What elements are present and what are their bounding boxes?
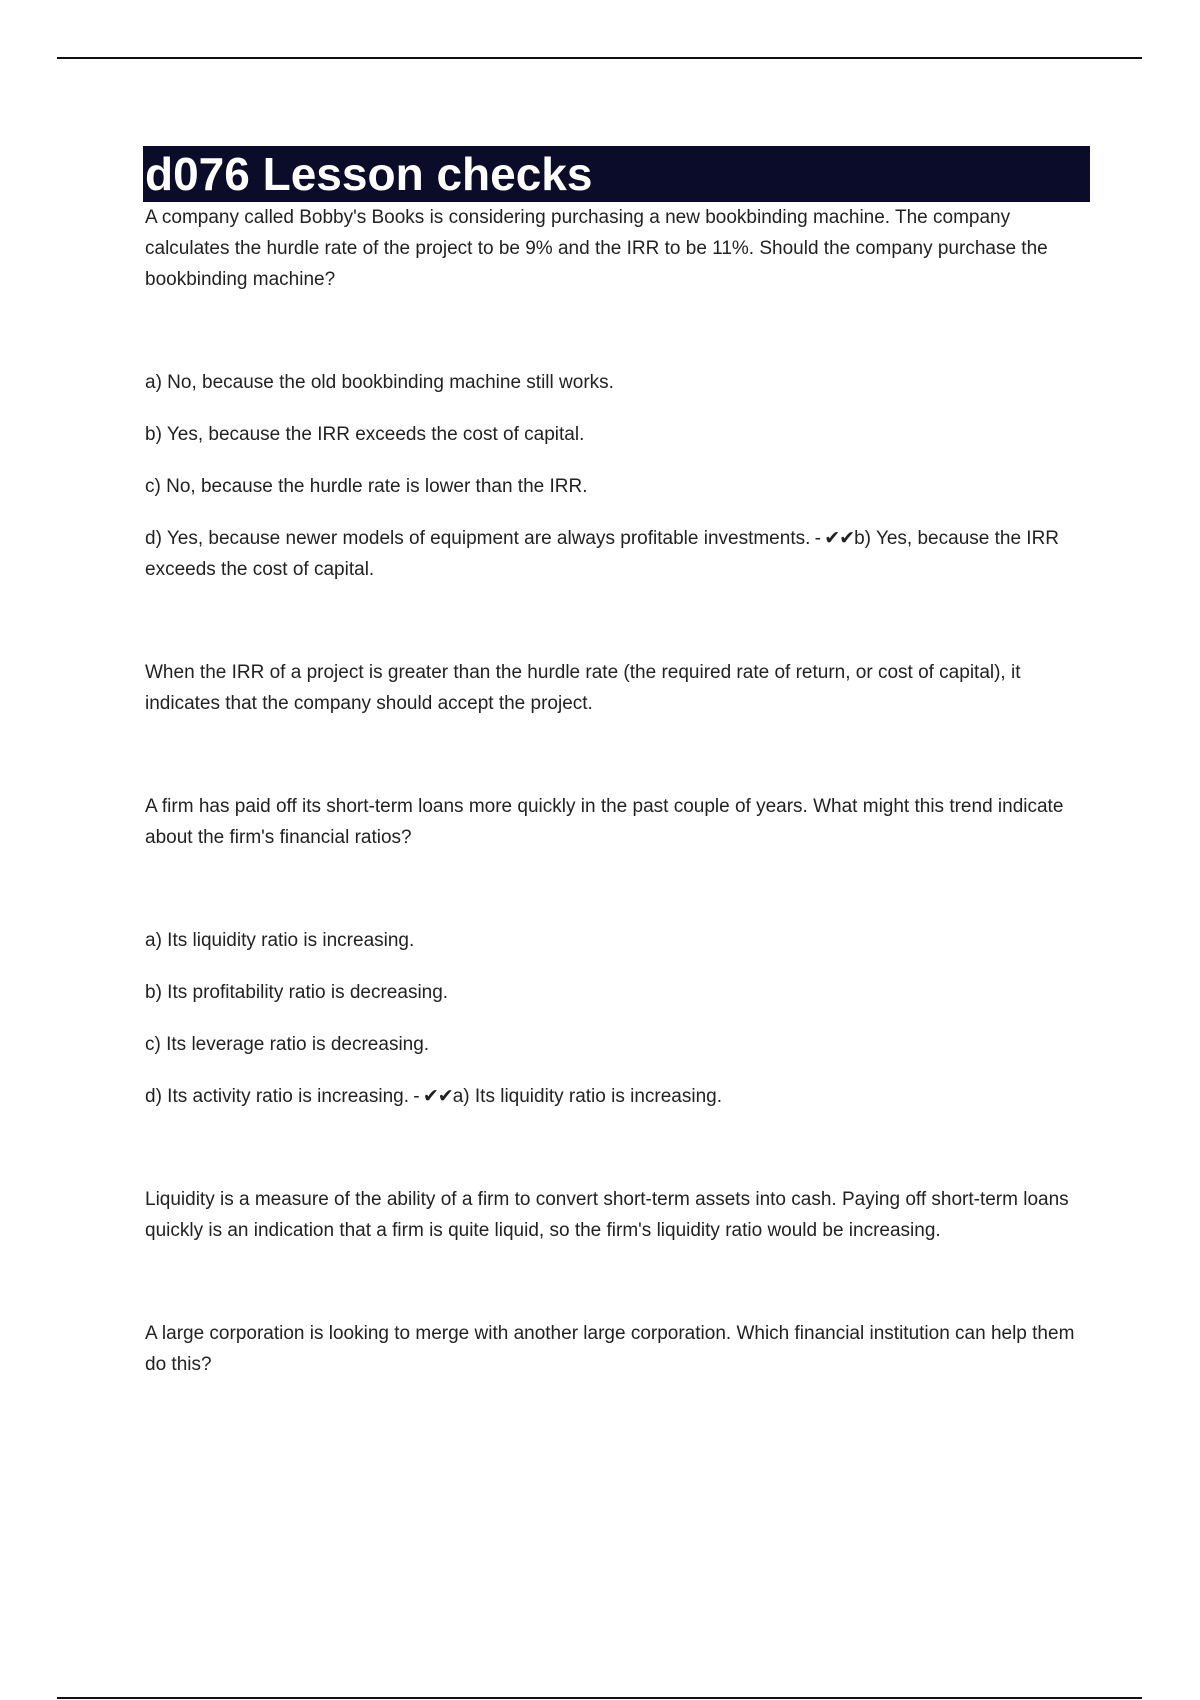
q1-answer: b) Yes, because the IRR exceeds the cost of capital. bbox=[145, 528, 1060, 580]
q2-option-c: c) Its leverage ratio is decreasing. bbox=[145, 1034, 430, 1055]
q1-option-d-with-answer bbox=[145, 523, 1090, 585]
title-banner bbox=[143, 146, 1090, 202]
page-bottom-rule bbox=[57, 1697, 1142, 1699]
q1-option-b: b) Yes, because the IRR exceeds the cost of capital. bbox=[145, 424, 585, 445]
q2-option-d-with-answer bbox=[145, 1081, 1090, 1112]
question-2: A firm has paid off its short-term loans more quickly in the past couple of years. What might this trend indicate about the firm's financial ratios? bbox=[145, 796, 1064, 848]
document-body bbox=[145, 146, 1090, 1380]
q1-option-c: c) No, because the hurdle rate is lower than the IRR. bbox=[145, 476, 588, 497]
question-3: A large corporation is looking to merge with another large corporation. Which financial institution can help them do this? bbox=[145, 1323, 1075, 1375]
page-top-rule bbox=[57, 57, 1142, 59]
q2-explanation: Liquidity is a measure of the ability of a firm to convert short-term assets into cash. Paying off short-term loans quickly is an indication that a firm is quite liquid, so the firm's liquidity ratio would be increasing. bbox=[145, 1189, 1069, 1241]
q2-option-b: b) Its profitability ratio is decreasing. bbox=[145, 982, 449, 1003]
q1-option-d: d) Yes, because newer models of equipment are always profitable investments. bbox=[145, 528, 811, 549]
q2-option-d: d) Its activity ratio is increasing. bbox=[145, 1086, 409, 1107]
q1-option-a: a) No, because the old bookbinding machine still works. bbox=[145, 372, 614, 393]
q1-check-icon: - ✔✔ bbox=[810, 528, 855, 549]
q1-explanation: When the IRR of a project is greater than the hurdle rate (the required rate of return, or cost of capital), it indicates that the company should accept the project. bbox=[145, 662, 1021, 714]
document-title: d076 Lesson checks bbox=[145, 148, 593, 200]
question-1: A company called Bobby's Books is considering purchasing a new bookbinding machine. The company calculates the hurdle rate of the project to be 9% and the IRR to be 11%. Should the company purchase the bookbinding machine? bbox=[145, 207, 1048, 290]
q2-option-a: a) Its liquidity ratio is increasing. bbox=[145, 930, 415, 951]
q2-answer: a) Its liquidity ratio is increasing. bbox=[452, 1086, 722, 1107]
q2-check-icon: - ✔✔ bbox=[408, 1086, 453, 1107]
